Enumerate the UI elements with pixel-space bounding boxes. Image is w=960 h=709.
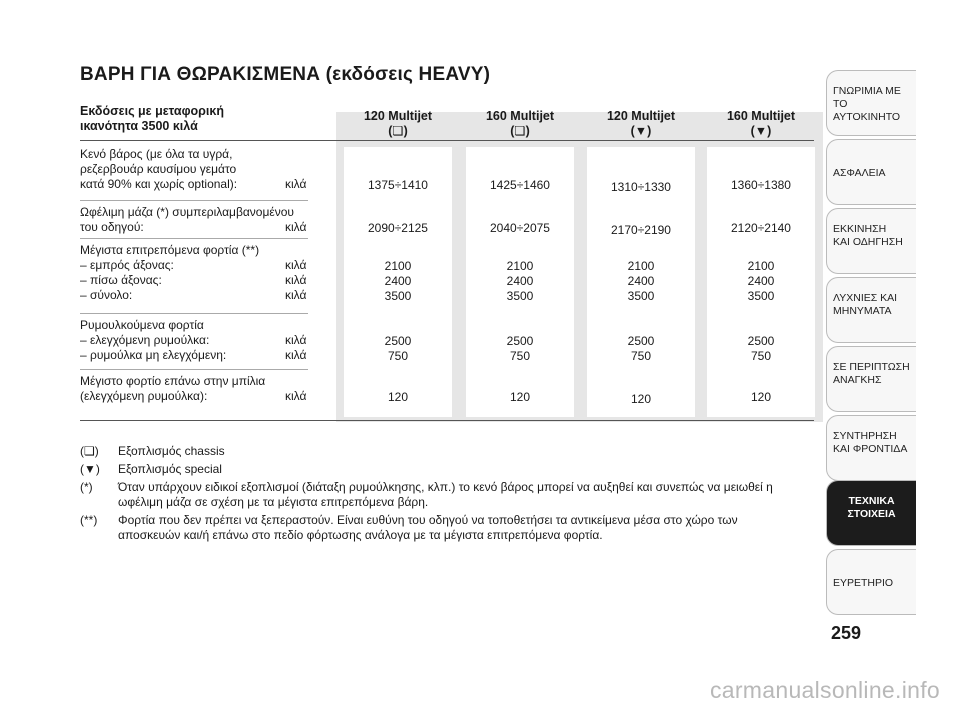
table-cell: 2040÷2075 xyxy=(490,221,550,235)
sidebar-tab[interactable]: ΣΥΝΤΗΡΗΣΗ ΚΑΙ ΦΡΟΝΤΙΔΑ xyxy=(826,415,916,481)
table-cell: 2500 xyxy=(747,334,775,348)
note-symbol: (▼) xyxy=(80,462,100,476)
unit-label: κιλά xyxy=(285,220,307,234)
note-symbol: (**) xyxy=(80,513,98,527)
table-cell: 1360÷1380 xyxy=(731,178,791,192)
table-cell: 750 xyxy=(387,349,409,363)
table-cell: 750 xyxy=(750,349,772,363)
table-cell: 1375÷1410 xyxy=(368,178,428,192)
table-cell: 2120÷2140 xyxy=(731,221,791,235)
sidebar-tab[interactable]: ΕΥΡΕΤΗΡΙΟ xyxy=(826,549,916,615)
table-cell: 2090÷2125 xyxy=(368,221,428,235)
table-cell: 1310÷1330 xyxy=(611,180,671,194)
column-symbol: (❏) xyxy=(510,124,530,138)
row-label: Ωφέλιμη μάζα (*) συμπεριλαμβανομένου του οδηγού: xyxy=(80,205,294,234)
table-cell: 2100 xyxy=(506,259,534,273)
table-cell: 2400 xyxy=(747,274,775,288)
note-symbol: (❏) xyxy=(80,444,99,458)
page-title: ΒΑΡΗ ΓΙΑ ΘΩΡΑΚΙΣΜΕΝΑ (εκδόσεις HEAVY) xyxy=(80,64,491,85)
column-name: 160 Multijet xyxy=(726,109,796,123)
table-cell: 2100 xyxy=(747,259,775,273)
table-cell: 2400 xyxy=(627,274,655,288)
sidebar-tab[interactable]: ΓΝΩΡΙΜΙΑ ΜΕ ΤΟ ΑΥΤΟΚΙΝΗΤΟ xyxy=(826,70,916,136)
table-cell: 2500 xyxy=(506,334,534,348)
unit-label: κιλά xyxy=(285,348,307,362)
sidebar-tab[interactable]: ΤΕΧΝΙΚΑ ΣΤΟΙΧΕΙΑ xyxy=(826,480,916,546)
column-name: 120 Multijet xyxy=(606,109,676,123)
note-text: Εξοπλισμός chassis xyxy=(118,444,225,458)
note-item xyxy=(80,462,800,477)
note-symbol: (*) xyxy=(80,480,93,494)
table-cell: 2170÷2190 xyxy=(611,223,671,237)
row-separator xyxy=(80,200,308,201)
row-label: Κενό βάρος (με όλα τα υγρά, ρεζερβουάρ καυσίμου γεμάτο κατά 90% και χωρίς optional): xyxy=(80,147,238,191)
note-text: Φορτία που δεν πρέπει να ξεπεραστούν. Είναι ευθύνη του οδηγού να τοποθετήσει τα αντικείμενα μέσα στο χώρο των αποσκευών και/ή επάνω στο πεδίο φόρτωσης ανάλογα με τα μέγιστα επιτρεπόμενα φορτία. xyxy=(118,513,738,542)
table-cell: 120 xyxy=(387,390,409,404)
table-cell: 750 xyxy=(509,349,531,363)
table-rule xyxy=(80,140,814,141)
page-number: 259 xyxy=(830,623,862,643)
watermark[interactable]: carmanualsonline.info xyxy=(709,677,940,703)
unit-label: κιλά xyxy=(285,258,307,272)
unit-label: κιλά xyxy=(285,333,307,347)
sidebar-tab[interactable]: ΑΣΦΑΛΕΙΑ xyxy=(826,139,916,205)
unit-label: κιλά xyxy=(285,273,307,287)
sidebar-tab[interactable]: ΣΕ ΠΕΡΙΠΤΩΣΗ ΑΝΑΓΚΗΣ xyxy=(826,346,916,412)
table-cell: 3500 xyxy=(747,289,775,303)
row-label: Μέγιστο φορτίο επάνω στην μπίλια (ελεγχόμενη ρυμούλκα): xyxy=(80,374,266,403)
table-cell: 120 xyxy=(509,390,531,404)
column-symbol: (▼) xyxy=(630,124,652,138)
note-item xyxy=(80,444,800,459)
column-header xyxy=(581,109,701,139)
column-name: 160 Multijet xyxy=(485,109,555,123)
table-cell: 3500 xyxy=(384,289,412,303)
table-cell: 2100 xyxy=(384,259,412,273)
table-cell: 2100 xyxy=(627,259,655,273)
row-separator xyxy=(80,313,308,314)
note-item xyxy=(80,513,800,543)
table-cell: 2500 xyxy=(627,334,655,348)
unit-label: κιλά xyxy=(285,177,307,191)
table-cell: 2400 xyxy=(506,274,534,288)
column-symbol: (▼) xyxy=(750,124,772,138)
note-text: Εξοπλισμός special xyxy=(118,462,222,476)
row-separator xyxy=(80,238,308,239)
table-cell: 2400 xyxy=(384,274,412,288)
note-text: Όταν υπάρχουν ειδικοί εξοπλισμοί (διάταξη ρυμούλκησης, κλπ.) το κενό βάρος μπορεί να αυξηθεί και συνεπώς να μειωθεί η ωφέλιμη μάζα σε σχέση με τα μέγιστα επιτρεπόμενα βάρη. xyxy=(118,480,773,509)
table-header-label: Εκδόσεις με μεταφορική ικανότητα 3500 κιλά xyxy=(80,104,224,133)
column-header xyxy=(338,109,458,139)
table-cell: 2500 xyxy=(384,334,412,348)
column-header xyxy=(701,109,821,139)
row-label: Ρυμουλκούμενα φορτία – ελεγχόμενη ρυμούλκα: – ρυμούλκα μη ελεγχόμενη: xyxy=(80,318,227,362)
table-cell: 3500 xyxy=(506,289,534,303)
unit-label: κιλά xyxy=(285,389,307,403)
table-cell: 1425÷1460 xyxy=(490,178,550,192)
sidebar-tab[interactable]: ΛΥΧΝΙΕΣ ΚΑΙ ΜΗΝΥΜΑΤΑ xyxy=(826,277,916,343)
sidebar-tab[interactable]: ΕΚΚΙΝΗΣΗ ΚΑΙ ΟΔΗΓΗΣΗ xyxy=(826,208,916,274)
column-header xyxy=(460,109,580,139)
column-name: 120 Multijet xyxy=(363,109,433,123)
footnotes xyxy=(80,444,800,546)
unit-label: κιλά xyxy=(285,288,307,302)
note-item xyxy=(80,480,800,510)
row-separator xyxy=(80,369,308,370)
table-cell: 120 xyxy=(630,392,652,406)
row-label: Μέγιστα επιτρεπόμενα φορτία (**) – εμπρός άξονας: – πίσω άξονας: – σύνολο: xyxy=(80,243,260,302)
table-cell: 120 xyxy=(750,390,772,404)
table-cell: 750 xyxy=(630,349,652,363)
column-symbol: (❏) xyxy=(388,124,408,138)
table-rule xyxy=(80,420,814,421)
table-cell: 3500 xyxy=(627,289,655,303)
